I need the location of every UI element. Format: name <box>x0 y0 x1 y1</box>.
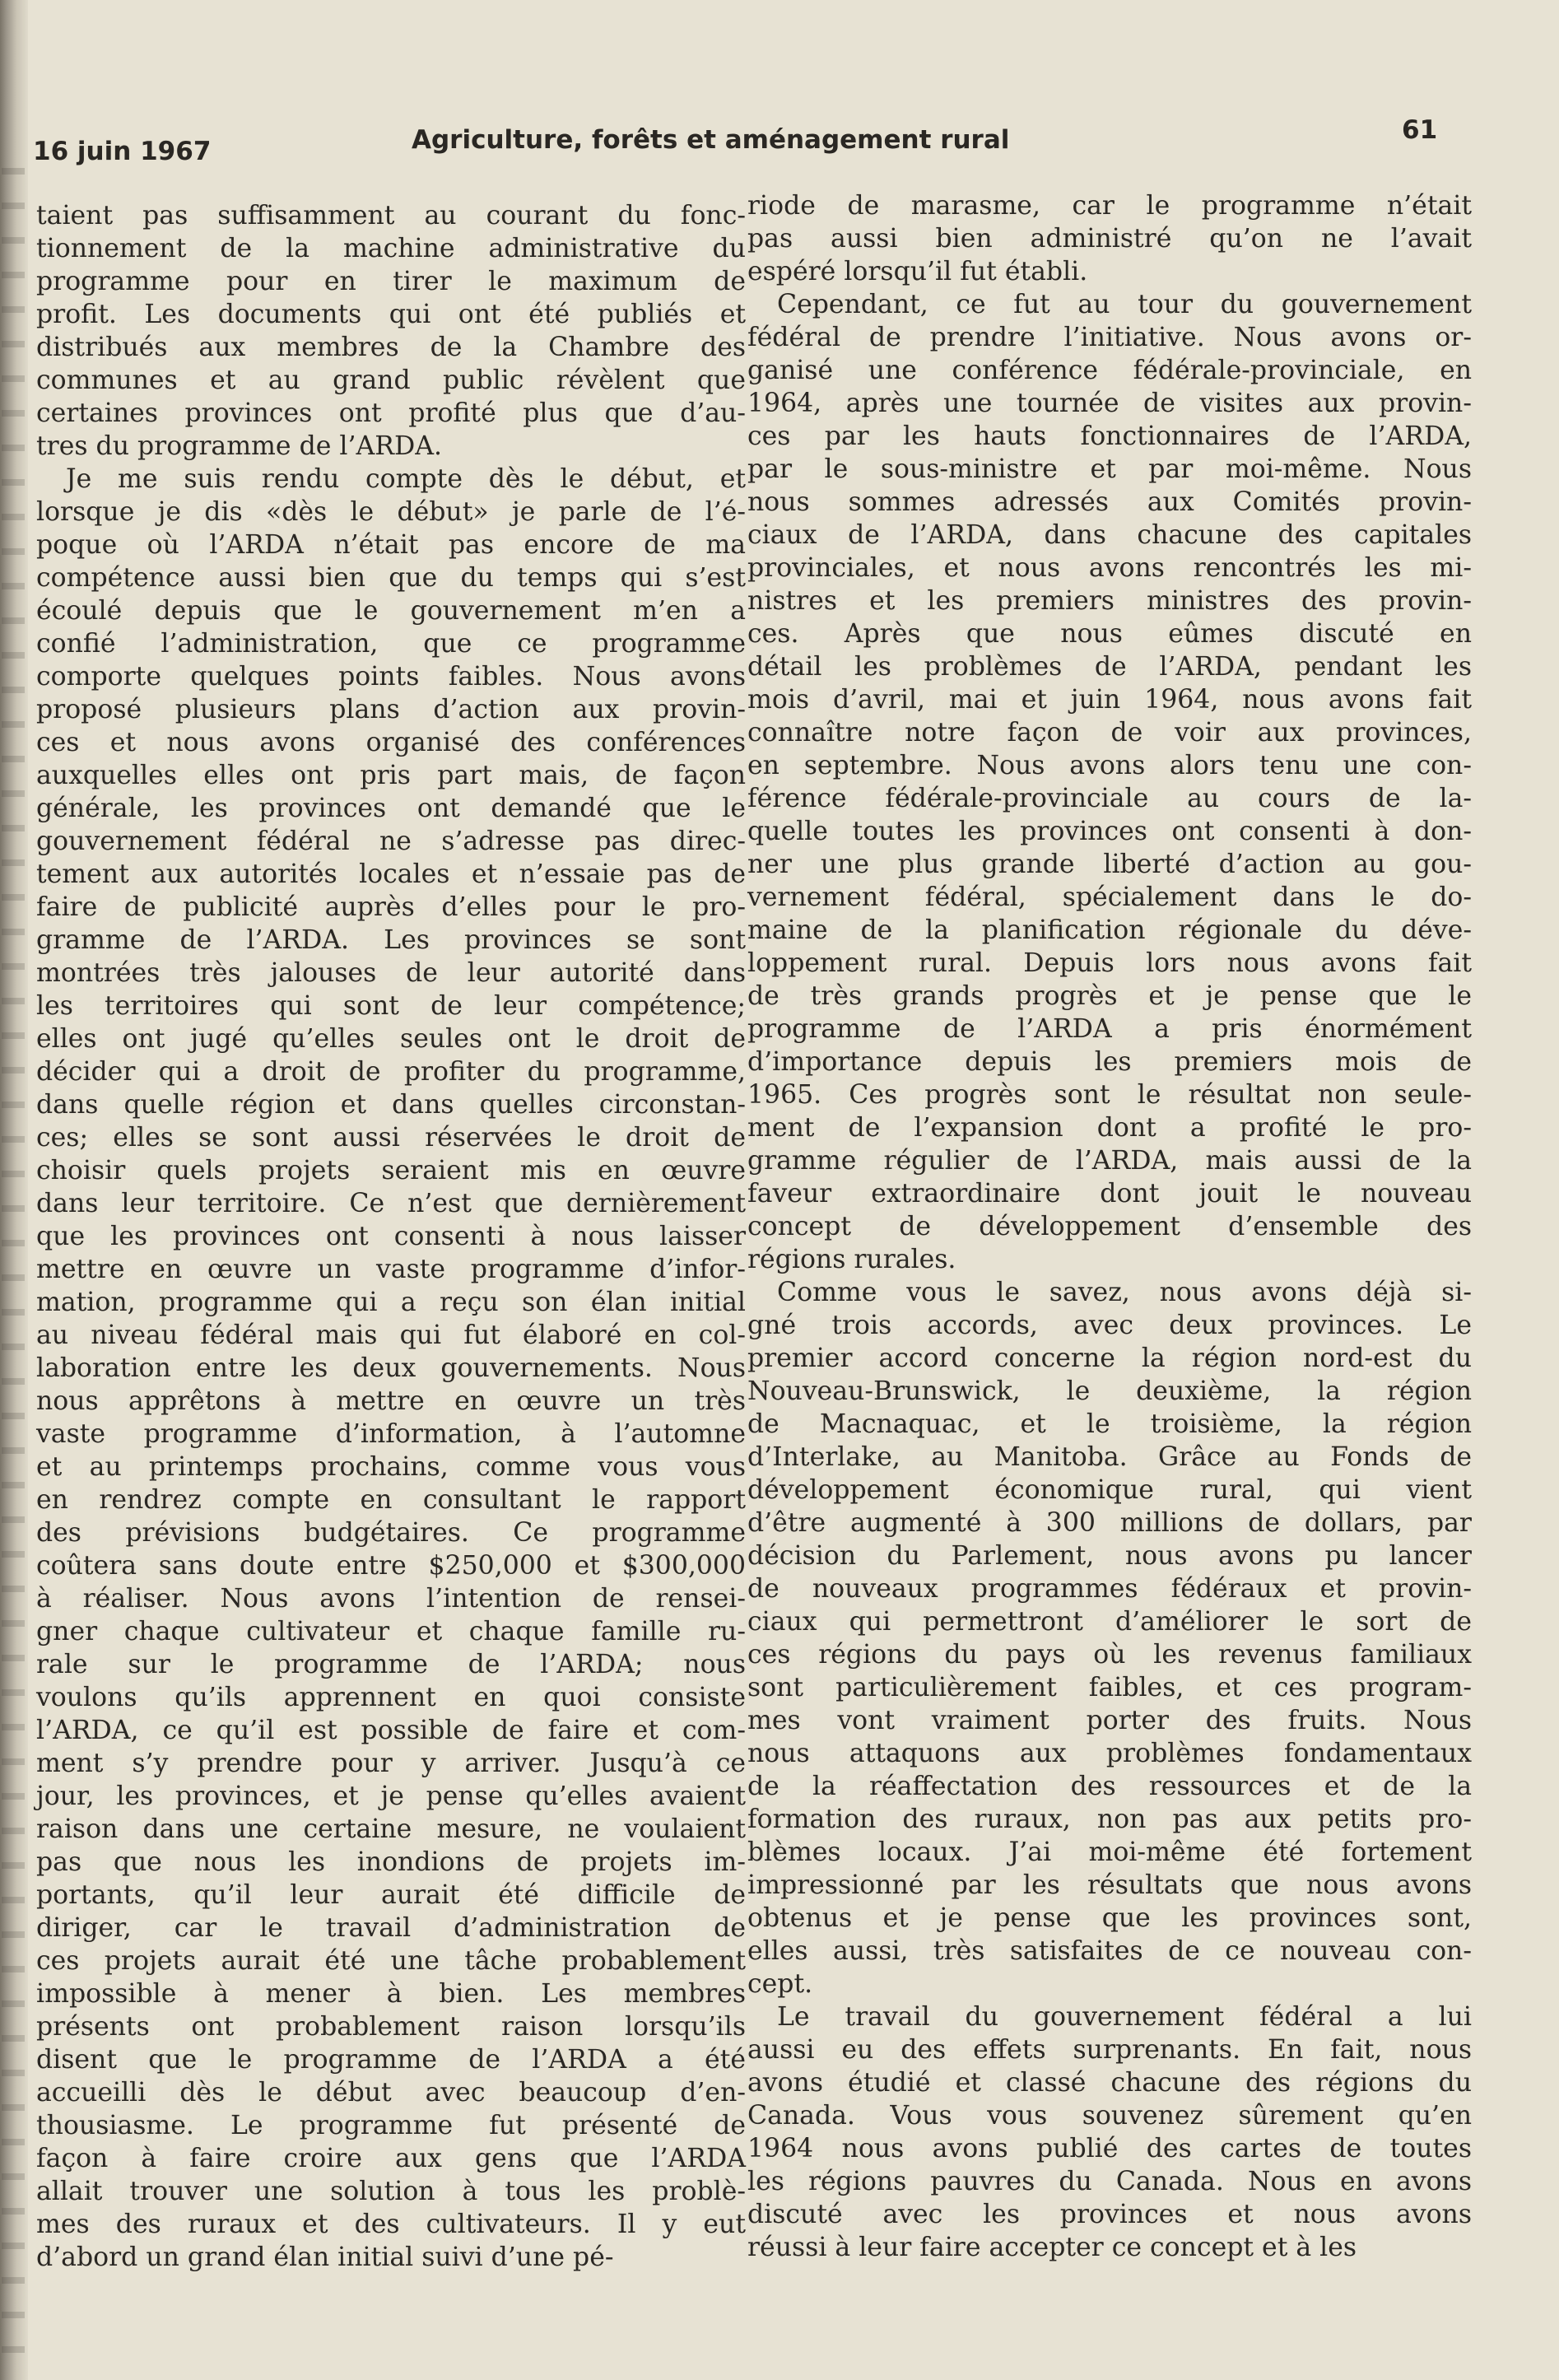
text-line: vernement fédéral, spécialement dans le do- <box>747 883 1472 912</box>
paragraph <box>747 288 1472 1276</box>
text-line: premier accord concerne la région nord-est du <box>747 1344 1472 1373</box>
text-line: gramme régulier de l’ARDA, mais aussi de la <box>747 1146 1472 1176</box>
text-line: réussi à leur faire accepter ce concept et à les <box>747 2233 1357 2262</box>
text-line: accueilli dès le début avec beaucoup d’en- <box>36 2078 746 2108</box>
text-line: portants, qu’il leur aurait été difficile de <box>36 1880 746 1910</box>
text-line: nous sommes adressés aux Comités provin- <box>747 487 1472 517</box>
text-line: écoulé depuis que le gouvernement m’en a <box>36 596 746 626</box>
text-line: Je me suis rendu compte dès le début, et <box>66 464 746 494</box>
text-line: ces. Après que nous eûmes discuté en <box>747 619 1472 649</box>
text-line: pas que nous les inondions de projets im- <box>36 1847 746 1877</box>
text-line: formation des ruraux, non pas aux petits pro- <box>747 1805 1472 1834</box>
text-line: compétence aussi bien que du temps qui s’est <box>36 563 746 593</box>
text-line: ces régions du pays où les revenus familiaux <box>747 1640 1472 1670</box>
text-line: d’Interlake, au Manitoba. Grâce au Fonds de <box>747 1442 1472 1472</box>
text-line: dans quelle région et dans quelles circonstan- <box>36 1090 746 1120</box>
text-line: allait trouver une solution à tous les problè- <box>36 2177 746 2206</box>
text-line: connaître notre façon de voir aux provinces, <box>747 718 1472 748</box>
text-line: ner une plus grande liberté d’action au gou- <box>747 850 1472 879</box>
text-line: espéré lorsqu’il fut établi. <box>747 257 1088 286</box>
text-line: d’être augmenté à 300 millions de dollars, par <box>747 1508 1472 1538</box>
text-line: à réaliser. Nous avons l’intention de rensei- <box>36 1584 746 1614</box>
text-line: ganisé une conférence fédérale-provinciale, en <box>747 356 1472 385</box>
running-header <box>0 115 1559 165</box>
text-line: gouvernement fédéral ne s’adresse pas direc- <box>36 827 746 856</box>
text-line: fédéral de prendre l’initiative. Nous avons or- <box>747 323 1472 352</box>
text-line: lorsque je dis «dès le début» je parle de l’é- <box>36 497 746 527</box>
text-line: obtenus et je pense que les provinces sont, <box>747 1903 1472 1933</box>
text-line: loppement rural. Depuis lors nous avons fait <box>747 948 1472 978</box>
text-line: 1965. Ces progrès sont le résultat non seule- <box>747 1080 1472 1110</box>
text-line: mes vont vraiment porter des fruits. Nous <box>747 1706 1472 1735</box>
text-line: dans leur territoire. Ce n’est que dernièrement <box>36 1189 746 1218</box>
text-line: choisir quels projets seraient mis en œuvre <box>36 1156 746 1185</box>
paragraph <box>36 199 746 463</box>
text-line: certaines provinces ont profité plus que d’au- <box>36 398 746 428</box>
text-line: générale, les provinces ont demandé que le <box>36 794 746 823</box>
text-line: que les provinces ont consenti à nous laisser <box>36 1222 746 1251</box>
text-line: ciaux qui permettront d’améliorer le sort de <box>747 1607 1472 1637</box>
text-line: raison dans une certaine mesure, ne voulaient <box>36 1814 746 1844</box>
text-line: laboration entre les deux gouvernements. Nous <box>36 1353 746 1383</box>
text-line: tres du programme de l’ARDA. <box>36 431 442 461</box>
text-line: Canada. Vous vous souvenez sûrement qu’en <box>747 2101 1472 2131</box>
book-spine-shadow <box>0 0 28 2380</box>
text-line: mettre en œuvre un vaste programme d’infor- <box>36 1255 746 1284</box>
text-line: cept. <box>747 1969 813 1999</box>
text-line: 1964 nous avons publié des cartes de toutes <box>747 2134 1472 2163</box>
text-line: faire de publicité auprès d’elles pour le pro- <box>36 892 746 922</box>
text-line: les territoires qui sont de leur compétence; <box>36 991 746 1021</box>
text-line: quelle toutes les provinces ont consenti à don- <box>747 817 1472 846</box>
text-line: elles ont jugé qu’elles seules ont le droit de <box>36 1024 746 1054</box>
right-text-column <box>747 189 1472 2264</box>
text-line: rale sur le programme de l’ARDA; nous <box>36 1650 746 1679</box>
facing-page-text-fragments <box>2 140 25 2363</box>
text-line: des prévisions budgétaires. Ce programme <box>36 1518 746 1548</box>
text-line: ces et nous avons organisé des conférences <box>36 728 746 757</box>
text-line: Cependant, ce fut au tour du gouvernement <box>777 290 1472 319</box>
paragraph <box>747 2000 1472 2264</box>
text-line: voulons qu’ils apprennent en quoi consiste <box>36 1683 746 1712</box>
text-line: aussi eu des effets surprenants. En fait, nous <box>747 2035 1472 2065</box>
text-line: thousiasme. Le programme fut présenté de <box>36 2111 746 2140</box>
text-line: de la réaffectation des ressources et de la <box>747 1772 1472 1801</box>
text-line: et au printemps prochains, comme vous vous <box>36 1452 746 1482</box>
text-line: avons étudié et classé chacune des régions du <box>747 2068 1472 2098</box>
text-line: disent que le programme de l’ARDA a été <box>36 2045 746 2075</box>
text-line: de Macnaquac, et le troisième, la région <box>747 1409 1472 1439</box>
text-line: montrées très jalouses de leur autorité dans <box>36 958 746 988</box>
text-line: Le travail du gouvernement fédéral a lui <box>777 2002 1472 2032</box>
text-line: décision du Parlement, nous avons pu lancer <box>747 1541 1472 1571</box>
text-line: nous attaquons aux problèmes fondamentaux <box>747 1739 1472 1768</box>
text-line: riode de marasme, car le programme n’était <box>747 191 1472 221</box>
text-line: développement économique rural, qui vient <box>747 1475 1472 1505</box>
text-line: proposé plusieurs plans d’action aux provin- <box>36 695 746 724</box>
text-line: provinciales, et nous avons rencontrés les mi- <box>747 553 1472 583</box>
text-line: diriger, car le travail d’administration de <box>36 1913 746 1943</box>
text-line: tionnement de la machine administrative du <box>36 234 746 263</box>
text-line: faveur extraordinaire dont jouit le nouveau <box>747 1179 1472 1209</box>
text-line: ment s’y prendre pour y arriver. Jusqu’à ce <box>36 1749 746 1778</box>
paragraph <box>36 463 746 2274</box>
text-line: communes et au grand public révèlent que <box>36 366 746 395</box>
left-text-column <box>36 199 746 2274</box>
text-line: discuté avec les provinces et nous avons <box>747 2200 1472 2229</box>
text-line: façon à faire croire aux gens que l’ARDA <box>36 2144 746 2173</box>
text-line: sont particulièrement faibles, et ces program- <box>747 1673 1472 1702</box>
text-line: programme pour en tirer le maximum de <box>36 267 746 296</box>
text-line: par le sous-ministre et par moi-même. Nous <box>747 454 1472 484</box>
text-line: maine de la planification régionale du déve- <box>747 915 1472 945</box>
text-line: férence fédérale-provinciale au cours de la- <box>747 784 1472 813</box>
text-line: programme de l’ARDA a pris énormément <box>747 1014 1472 1044</box>
text-line: de nouveaux programmes fédéraux et provin- <box>747 1574 1472 1604</box>
text-line: coûtera sans doute entre $250,000 et $300,000 <box>36 1551 746 1581</box>
text-line: gner chaque cultivateur et chaque famille ru- <box>36 1617 746 1646</box>
text-line: de très grands progrès et je pense que le <box>747 981 1472 1011</box>
text-line: présents ont probablement raison lorsqu’ils <box>36 2012 746 2042</box>
text-line: tement aux autorités locales et n’essaie pas de <box>36 859 746 889</box>
text-line: ces projets aurait été une tâche probablement <box>36 1946 746 1976</box>
text-line: au niveau fédéral mais qui fut élaboré en col- <box>36 1320 746 1350</box>
text-line: régions rurales. <box>747 1245 956 1274</box>
text-line: ment de l’expansion dont a profité le pro- <box>747 1113 1472 1143</box>
text-line: comporte quelques points faibles. Nous avons <box>36 662 746 692</box>
paragraph <box>747 1276 1472 2000</box>
text-line: mes des ruraux et des cultivateurs. Il y eut <box>36 2210 746 2239</box>
text-line: nous apprêtons à mettre en œuvre un très <box>36 1386 746 1416</box>
page-number: 61 <box>1402 115 1438 145</box>
text-line: en septembre. Nous avons alors tenu une con- <box>747 751 1472 780</box>
text-line: blèmes locaux. J’ai moi-même été fortement <box>747 1837 1472 1867</box>
text-line: vaste programme d’information, à l’automne <box>36 1419 746 1449</box>
text-line: pas aussi bien administré qu’on ne l’avait <box>747 224 1472 254</box>
header-date: 16 juin 1967 <box>33 137 212 166</box>
text-line: l’ARDA, ce qu’il est possible de faire et com- <box>36 1716 746 1745</box>
text-line: confié l’administration, que ce programme <box>36 629 746 659</box>
text-line: détail les problèmes de l’ARDA, pendant les <box>747 652 1472 682</box>
text-line: d’importance depuis les premiers mois de <box>747 1047 1472 1077</box>
text-line: nistres et les premiers ministres des provin- <box>747 586 1472 616</box>
text-line: taient pas suffisamment au courant du fonc- <box>36 201 746 231</box>
text-line: concept de développement d’ensemble des <box>747 1212 1472 1241</box>
text-line: elles aussi, très satisfaites de ce nouveau con- <box>747 1936 1472 1966</box>
header-title: Agriculture, forêts et aménagement rural <box>412 125 1010 155</box>
text-line: poque où l’ARDA n’était pas encore de ma <box>36 530 746 560</box>
text-line: les régions pauvres du Canada. Nous en avons <box>747 2167 1472 2196</box>
text-line: mois d’avril, mai et juin 1964, nous avons fait <box>747 685 1472 715</box>
text-line: jour, les provinces, et je pense qu’elles avaient <box>36 1782 746 1811</box>
text-line: impossible à mener à bien. Les membres <box>36 1979 746 2009</box>
text-line: gramme de l’ARDA. Les provinces se sont <box>36 925 746 955</box>
text-line: 1964, après une tournée de visites aux provin- <box>747 389 1472 418</box>
text-line: décider qui a droit de profiter du programme, <box>36 1057 746 1087</box>
text-line: gné trois accords, avec deux provinces. Le <box>747 1311 1472 1340</box>
text-line: auxquelles elles ont pris part mais, de façon <box>36 761 746 790</box>
text-line: d’abord un grand élan initial suivi d’une pé- <box>36 2243 614 2272</box>
text-line: mation, programme qui a reçu son élan initial <box>36 1288 746 1317</box>
text-line: impressionné par les résultats que nous avons <box>747 1870 1472 1900</box>
text-line: ciaux de l’ARDA, dans chacune des capitales <box>747 520 1472 550</box>
paragraph <box>747 189 1472 288</box>
text-line: ces par les hauts fonctionnaires de l’ARDA, <box>747 422 1472 451</box>
text-line: Comme vous le savez, nous avons déjà si- <box>777 1278 1472 1307</box>
text-line: profit. Les documents qui ont été publiés et <box>36 300 746 329</box>
text-line: distribués aux membres de la Chambre des <box>36 333 746 362</box>
text-line: Nouveau-Brunswick, le deuxième, la région <box>747 1376 1472 1406</box>
text-line: ces; elles se sont aussi réservées le droit de <box>36 1123 746 1153</box>
text-line: en rendrez compte en consultant le rapport <box>36 1485 746 1515</box>
